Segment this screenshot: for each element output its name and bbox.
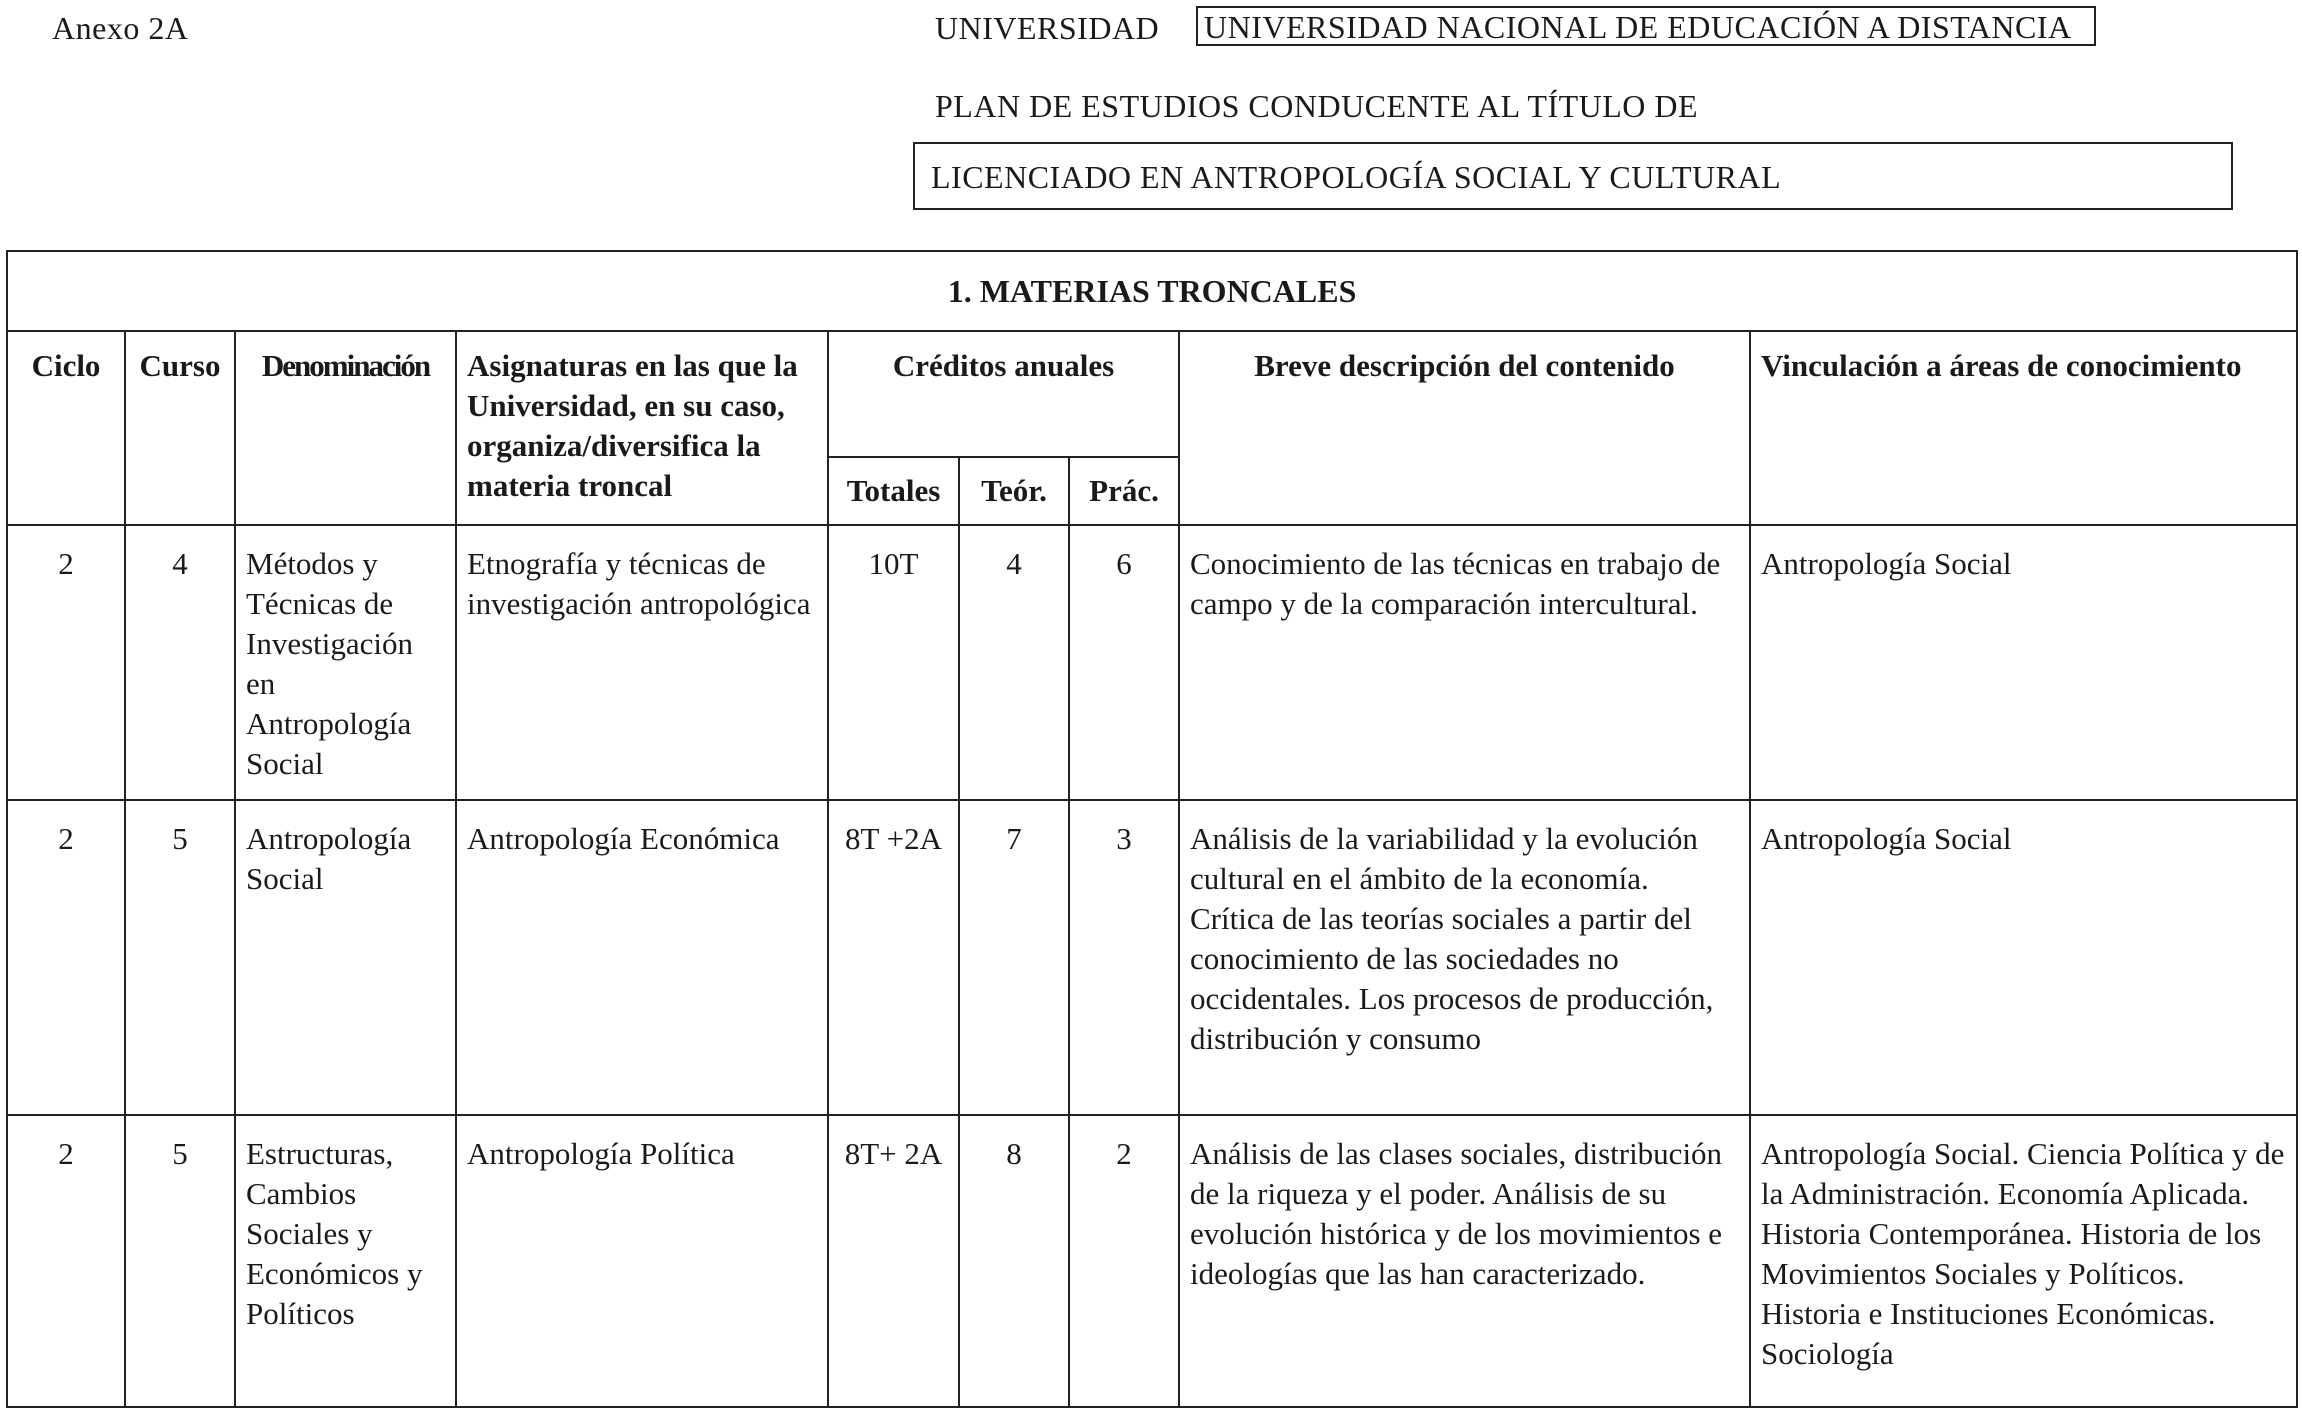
university-name-box: UNIVERSIDAD NACIONAL DE EDUCACIÓN A DISTANCIA: [1196, 6, 2096, 46]
cell-denominacion: Antropología Social: [235, 800, 456, 1115]
cell-totales: 8T+ 2A: [828, 1115, 959, 1407]
header-asignaturas: Asignaturas en las que la Universidad, en su caso, organiza/diversifica la materia troncal: [456, 331, 828, 525]
header-descripcion: Breve descripción del contenido: [1179, 331, 1750, 525]
plan-label: PLAN DE ESTUDIOS CONDUCENTE AL TÍTULO DE: [935, 88, 1699, 124]
cell-vinculacion: Antropología Social: [1750, 525, 2297, 800]
cell-curso: 5: [125, 800, 235, 1115]
table-row: [7, 525, 2297, 800]
cell-asignatura: Antropología Política: [456, 1115, 828, 1407]
cell-descripcion: Análisis de las clases sociales, distribución de la riqueza y el poder. Análisis de su evolución histórica y de los movimientos e ideologías que las han caracterizado.: [1179, 1115, 1750, 1407]
cell-denominacion: Estructuras, Cambios Sociales y Económicos y Políticos: [235, 1115, 456, 1407]
university-label: UNIVERSIDAD: [935, 10, 1160, 46]
cell-prac: 3: [1069, 800, 1179, 1115]
header-totales: Totales: [828, 457, 959, 525]
table-row: [7, 800, 2297, 1115]
cell-ciclo: 2: [7, 525, 125, 800]
cell-curso: 5: [125, 1115, 235, 1407]
header-curso: Curso: [125, 331, 235, 525]
cell-denominacion: Métodos y Técnicas de Investigación en Antropología Social: [235, 525, 456, 800]
cell-teor: 8: [959, 1115, 1069, 1407]
header-creditos-anuales: Créditos anuales: [828, 331, 1179, 457]
header-ciclo: Ciclo: [7, 331, 125, 525]
header-vinculacion: Vinculación a áreas de conocimiento: [1750, 331, 2297, 525]
cell-vinculacion: Antropología Social. Ciencia Política y de la Administración. Economía Aplicada. Historia Contemporánea. Historia de los Movimientos Sociales y Políticos. Historia e Instituciones Económicas. Sociología: [1750, 1115, 2297, 1407]
cell-teor: 4: [959, 525, 1069, 800]
header-teor: Teór.: [959, 457, 1069, 525]
cell-prac: 2: [1069, 1115, 1179, 1407]
cell-totales: 10T: [828, 525, 959, 800]
cell-descripcion: Análisis de la variabilidad y la evolución cultural en el ámbito de la economía. Crítica de las teorías sociales a partir del conocimiento de las sociedades no occidentales. Los procesos de producción, distribución y consumo: [1179, 800, 1750, 1115]
cell-ciclo: 2: [7, 1115, 125, 1407]
cell-ciclo: 2: [7, 800, 125, 1115]
degree-title-box: LICENCIADO EN ANTROPOLOGÍA SOCIAL Y CULTURAL: [913, 142, 2233, 210]
materias-troncales-table: [6, 250, 2298, 1408]
cell-asignatura: Etnografía y técnicas de investigación antropológica: [456, 525, 828, 800]
cell-teor: 7: [959, 800, 1069, 1115]
cell-totales: 8T +2A: [828, 800, 959, 1115]
cell-curso: 4: [125, 525, 235, 800]
header-prac: Prác.: [1069, 457, 1179, 525]
cell-vinculacion: Antropología Social: [1750, 800, 2297, 1115]
annex-label: Anexo 2A: [52, 10, 189, 46]
table-row: [7, 1115, 2297, 1407]
header-denominacion: Denominación: [235, 331, 456, 525]
section-title: 1. MATERIAS TRONCALES: [7, 251, 2297, 331]
cell-descripcion: Conocimiento de las técnicas en trabajo de campo y de la comparación intercultural.: [1179, 525, 1750, 800]
cell-prac: 6: [1069, 525, 1179, 800]
cell-asignatura: Antropología Económica: [456, 800, 828, 1115]
